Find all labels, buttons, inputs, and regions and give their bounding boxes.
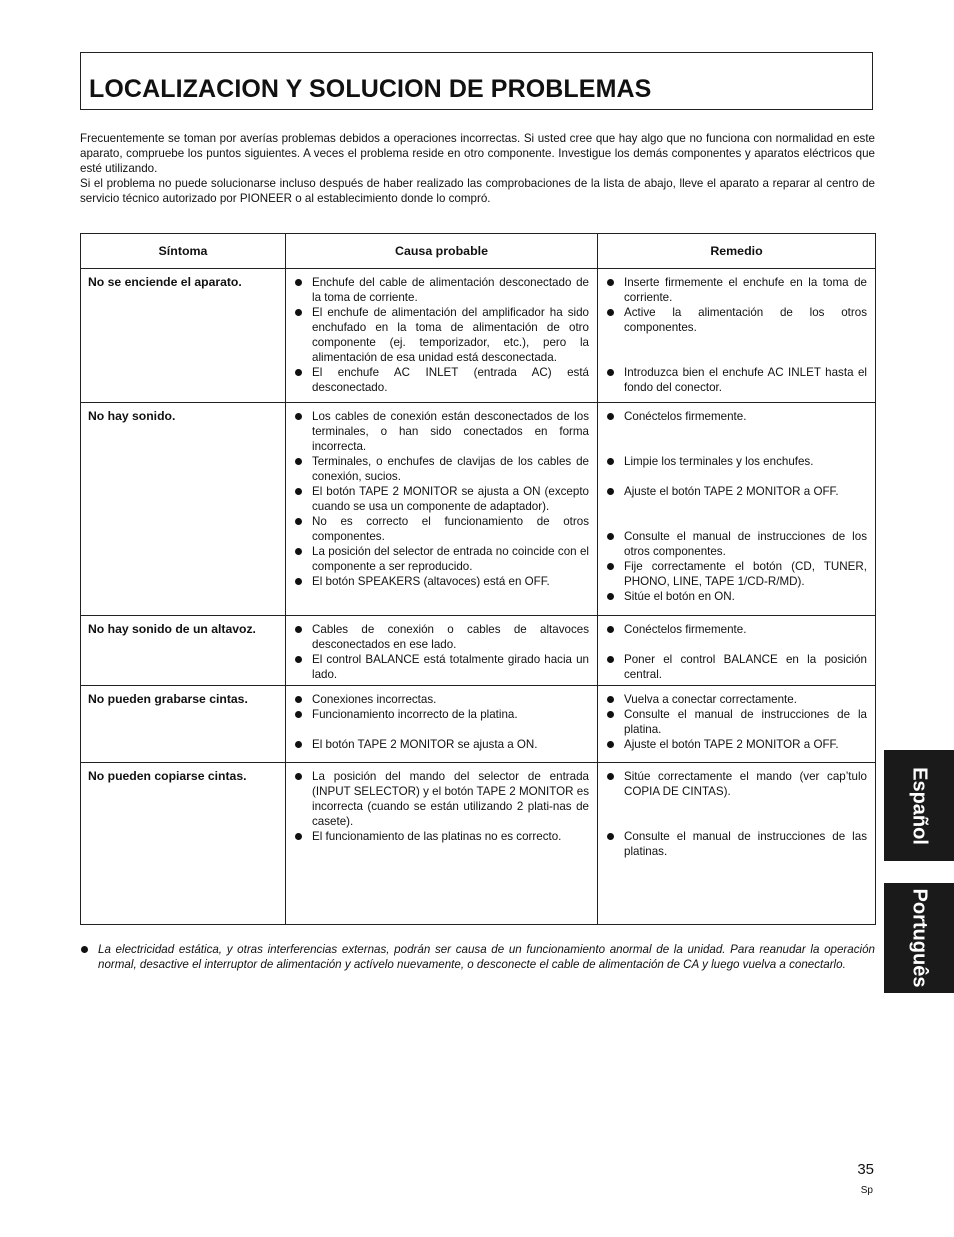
- remedy-cell: [598, 403, 876, 616]
- cause-item: El enchufe de alimentación del amplificador ha sido enchufado en la toma de alimentación de otro componente (ej. temporizador, etc.), pero la alimentación de esa unidad está desconectada.: [293, 305, 589, 365]
- remedy-item: Introduzca bien el enchufe AC INLET hasta el fondo del conector.: [605, 365, 867, 395]
- list-spacer: [605, 514, 867, 529]
- remedy-list: [605, 769, 867, 859]
- remedy-item: Consulte el manual de instrucciones de las platinas.: [605, 829, 867, 859]
- cause-list: [293, 275, 589, 395]
- cause-item: Cables de conexión o cables de altavoces desconectados en ese lado.: [293, 622, 589, 652]
- cause-cell: [286, 269, 598, 403]
- side-tab-espanol[interactable]: [884, 750, 954, 861]
- remedy-item: Consulte el manual de instrucciones de los otros componentes.: [605, 529, 867, 559]
- cause-list: [293, 692, 589, 752]
- list-spacer: [605, 799, 867, 814]
- remedy-item: Consulte el manual de instrucciones de la platina.: [605, 707, 867, 737]
- cause-cell: [286, 616, 598, 686]
- cause-cell: [286, 686, 598, 763]
- intro-paragraph: Frecuentemente se toman por averías problemas debidos a operaciones incorrectas. Si usted cree que hay algo que no funciona con normalidad en este aparato, compruebe los puntos siguientes. A veces el problema reside en otro componente. Investigue los demás componentes y aparatos eléctricos que esté utilizando.: [80, 132, 875, 175]
- cause-item: El botón TAPE 2 MONITOR se ajusta a ON.: [293, 737, 589, 752]
- remedy-item: Sitúe el botón en ON.: [605, 589, 867, 604]
- list-spacer: [605, 469, 867, 484]
- symptom-cell: No hay sonido de un altavoz.: [81, 616, 286, 686]
- remedy-item: Sitúe correctamente el mando (ver cap’tulo COPIA DE CINTAS).: [605, 769, 867, 799]
- side-tab-label: Português: [908, 888, 931, 988]
- remedy-cell: [598, 763, 876, 925]
- table-row: [81, 616, 876, 686]
- remedy-list: [605, 275, 867, 395]
- cause-item: El botón TAPE 2 MONITOR se ajusta a ON (excepto cuando se usa un componente de adaptador).: [293, 484, 589, 514]
- footnote-text: La electricidad estática, y otras interferencias externas, podrán ser causa de un funcionamiento anormal de la unidad. Para reanudar la operación normal, desactive el interruptor de alimentación y actívelo nuevamente, o desconecte el cable de alimentación de CA y luego vuelva a conectarlo.: [98, 943, 875, 971]
- list-spacer: [605, 424, 867, 439]
- cause-item: Los cables de conexión están desconectados de los terminales, o han sido conectados en forma incorrecta.: [293, 409, 589, 454]
- cause-item: Terminales, o enchufes de clavijas de los cables de conexión, sucios.: [293, 454, 589, 484]
- remedy-list: [605, 622, 867, 682]
- symptom-cell: No pueden copiarse cintas.: [81, 763, 286, 925]
- cause-cell: [286, 403, 598, 616]
- remedy-item: Vuelva a conectar correctamente.: [605, 692, 867, 707]
- cause-item: Funcionamiento incorrecto de la platina.: [293, 707, 589, 722]
- remedy-item: Conéctelos firmemente.: [605, 622, 867, 637]
- cause-item: Enchufe del cable de alimentación desconectado de la toma de corriente.: [293, 275, 589, 305]
- cause-item: La posición del selector de entrada no coincide con el componente a ser reproducido.: [293, 544, 589, 574]
- remedy-item: Inserte firmemente el enchufe en la toma de corriente.: [605, 275, 867, 305]
- remedy-cell: [598, 269, 876, 403]
- bullet-icon: [81, 946, 88, 953]
- page-title: LOCALIZACION Y SOLUCION DE PROBLEMAS: [89, 75, 652, 103]
- cause-item: El botón SPEAKERS (altavoces) está en OFF.: [293, 574, 589, 589]
- list-spacer: [293, 722, 589, 737]
- symptom-cell: No pueden grabarse cintas.: [81, 686, 286, 763]
- header-symptom: Síntoma: [81, 234, 286, 269]
- cause-item: La posición del mando del selector de entrada (INPUT SELECTOR) y el botón TAPE 2 MONITOR es incorrecta (cuando se están utilizando 2 plati-nas de casete).: [293, 769, 589, 829]
- page-number: 35: [857, 1161, 874, 1178]
- list-spacer: [605, 637, 867, 652]
- list-spacer: [605, 335, 867, 350]
- remedy-item: Active la alimentación de los otros componentes.: [605, 305, 867, 335]
- side-tab-label: Español: [908, 766, 931, 845]
- cause-item: El enchufe AC INLET (entrada AC) está desconectado.: [293, 365, 589, 395]
- header-cause: Causa probable: [286, 234, 598, 269]
- cause-item: El control BALANCE está totalmente girado hacia un lado.: [293, 652, 589, 682]
- list-spacer: [605, 499, 867, 514]
- cause-list: [293, 769, 589, 844]
- remedy-item: Poner el control BALANCE en la posición central.: [605, 652, 867, 682]
- remedy-item: Ajuste el botón TAPE 2 MONITOR a OFF.: [605, 484, 867, 499]
- intro-paragraph: Si el problema no puede solucionarse incluso después de haber realizado las comprobaciones de la lista de abajo, lleve el aparato a reparar al centro de servicio técnico autorizado por PIONEER o al establecimiento donde lo compró.: [80, 177, 875, 205]
- table-row: [81, 269, 876, 403]
- remedy-item: Limpie los terminales y los enchufes.: [605, 454, 867, 469]
- list-spacer: [605, 350, 867, 365]
- troubleshooting-table: [80, 233, 876, 925]
- remedy-list: [605, 692, 867, 752]
- cause-list: [293, 622, 589, 682]
- side-tab-portugues[interactable]: [884, 883, 954, 993]
- table-row: [81, 686, 876, 763]
- page-language: Sp: [860, 1185, 873, 1196]
- remedy-cell: [598, 616, 876, 686]
- cause-item: El funcionamiento de las platinas no es correcto.: [293, 829, 589, 844]
- symptom-cell: No se enciende el aparato.: [81, 269, 286, 403]
- remedy-item: Ajuste el botón TAPE 2 MONITOR a OFF.: [605, 737, 867, 752]
- list-spacer: [605, 439, 867, 454]
- cause-item: No es correcto el funcionamiento de otros componentes.: [293, 514, 589, 544]
- cause-cell: [286, 763, 598, 925]
- table-row: [81, 763, 876, 925]
- header-remedy: Remedio: [598, 234, 876, 269]
- cause-list: [293, 409, 589, 589]
- intro-text: [80, 131, 875, 206]
- footnote: [80, 942, 875, 972]
- remedy-item: Conéctelos firmemente.: [605, 409, 867, 424]
- remedy-item: Fije correctamente el botón (CD, TUNER, PHONO, LINE, TAPE 1/CD-R/MD).: [605, 559, 867, 589]
- cause-item: Conexiones incorrectas.: [293, 692, 589, 707]
- title-box: [80, 52, 873, 110]
- remedy-list: [605, 409, 867, 604]
- remedy-cell: [598, 686, 876, 763]
- table-row: [81, 403, 876, 616]
- table-header-row: [81, 234, 876, 269]
- list-spacer: [605, 814, 867, 829]
- symptom-cell: No hay sonido.: [81, 403, 286, 616]
